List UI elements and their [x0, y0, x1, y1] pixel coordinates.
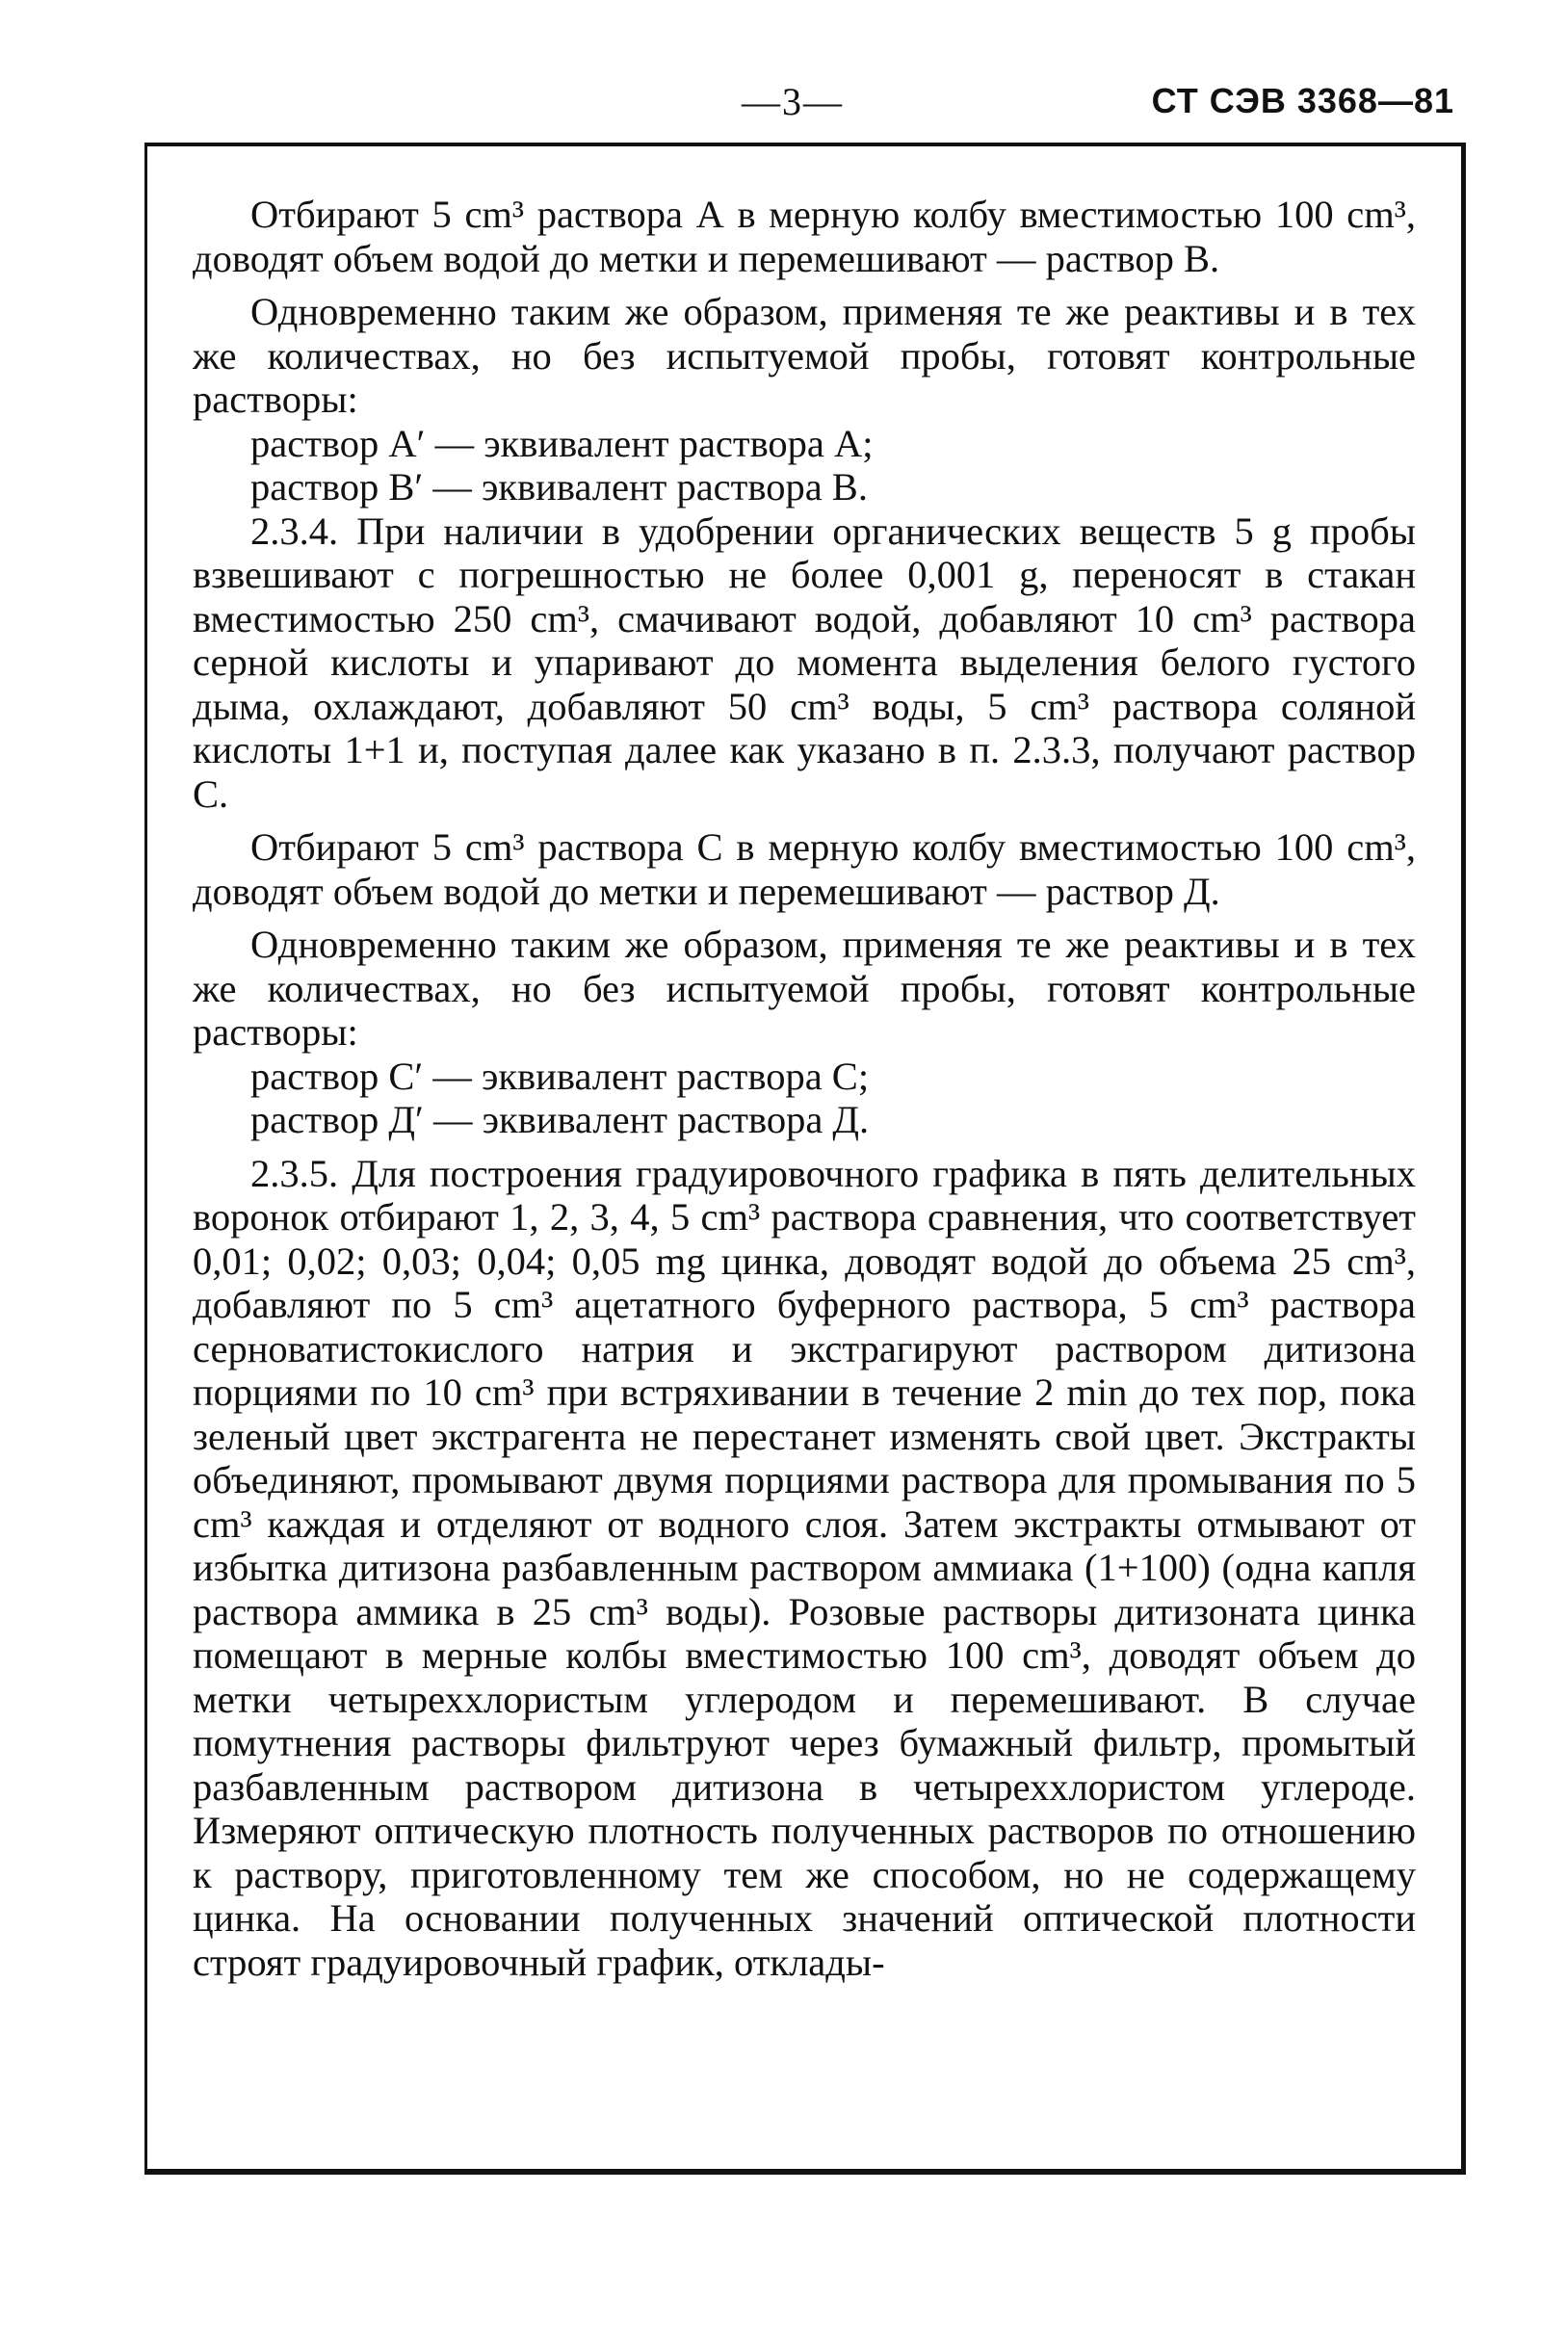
standard-code: СТ СЭВ 3368—81: [1151, 81, 1454, 120]
paragraph-control-solutions-1: Одновременно таким же образом, применяя те же реактивы и в тех же количествах, но без испытуемой пробы, готовят контрольные растворы:: [193, 290, 1416, 421]
paragraph-solution-d: Отбирают 5 cm³ раствора С в мерную колбу вместимостью 100 cm³, доводят объем водой до метки и перемешивают — раствор Д.: [193, 825, 1416, 913]
control-solution-a-prime: раствор А′ — эквивалент раствора А;: [250, 421, 874, 465]
document-body: [193, 193, 1416, 1984]
paragraph-solution-b: Отбирают 5 cm³ раствора А в мерную колбу вместимостью 100 cm³, доводят объем водой до метки и перемешивают — раствор В.: [193, 193, 1416, 280]
page-number: —3—: [742, 80, 844, 123]
clause-2-3-5: 2.3.5. Для построения градуировочного графика в пять делительных воронок отбирают 1, 2, 3, 4, 5 cm³ раствора сравнения, что соответствует 0,01; 0,02; 0,03; 0,04; 0,05 mg цинка, доводят водой до объема 25 cm³, добавляют по 5 cm³ ацетатного буферного раствора, 5 cm³ раствора серноватистокислого натрия и экстрагируют раствором дитизона порциями по 10 cm³ при встряхивании в течение 2 min до тех пор, пока зеленый цвет экстрагента не перестанет изменять свой цвет. Экстракты объединяют, промывают двумя порциями раствора для промывания по 5 cm³ каждая и отделяют от водного слоя. Затем экстракты отмывают от избытка дитизона разбавленным раствором аммиака (1+100) (одна капля раствора аммика в 25 cm³ воды). Розовые растворы дитизоната цинка помещают в мерные колбы вместимостью 100 cm³, доводят объем до метки четыреххлористым углеродом и перемешивают. В случае помутнения растворы фильтруют через бумажный фильтр, промытый разбавленным раствором дитизона в четыреххлористом углероде. Измеряют оптическую плотность полученных растворов по отношению к раствору, приготовленному тем же способом, но не содержащему цинка. На основании полученных значений оптической плотности строят градуировочный график, отклады-: [193, 1151, 1416, 1984]
page-header: [0, 79, 1568, 137]
control-solution-c-prime: раствор С′ — эквивалент раствора С;: [250, 1054, 870, 1098]
control-solution-d-prime: раствор Д′ — эквивалент раствора Д.: [250, 1098, 870, 1141]
paragraph-control-solutions-2: Одновременно таким же образом, применяя те же реактивы и в тех же количествах, но без испытуемой пробы, готовят контрольные растворы:: [193, 923, 1416, 1054]
clause-2-3-4: 2.3.4. При наличии в удобрении органических веществ 5 g пробы взвешивают с погрешностью не более 0,001 g, переносят в стакан вместимостью 250 cm³, смачивают водой, добавляют 10 cm³ раствора серной кислоты и упаривают до момента выделения белого густого дыма, охлаждают, добавляют 50 cm³ воды, 5 cm³ раствора соляной кислоты 1+1 и, поступая далее как указано в п. 2.3.3, получают раствор С.: [193, 509, 1416, 816]
control-solution-b-prime: раствор В′ — эквивалент раствора В.: [250, 465, 868, 509]
